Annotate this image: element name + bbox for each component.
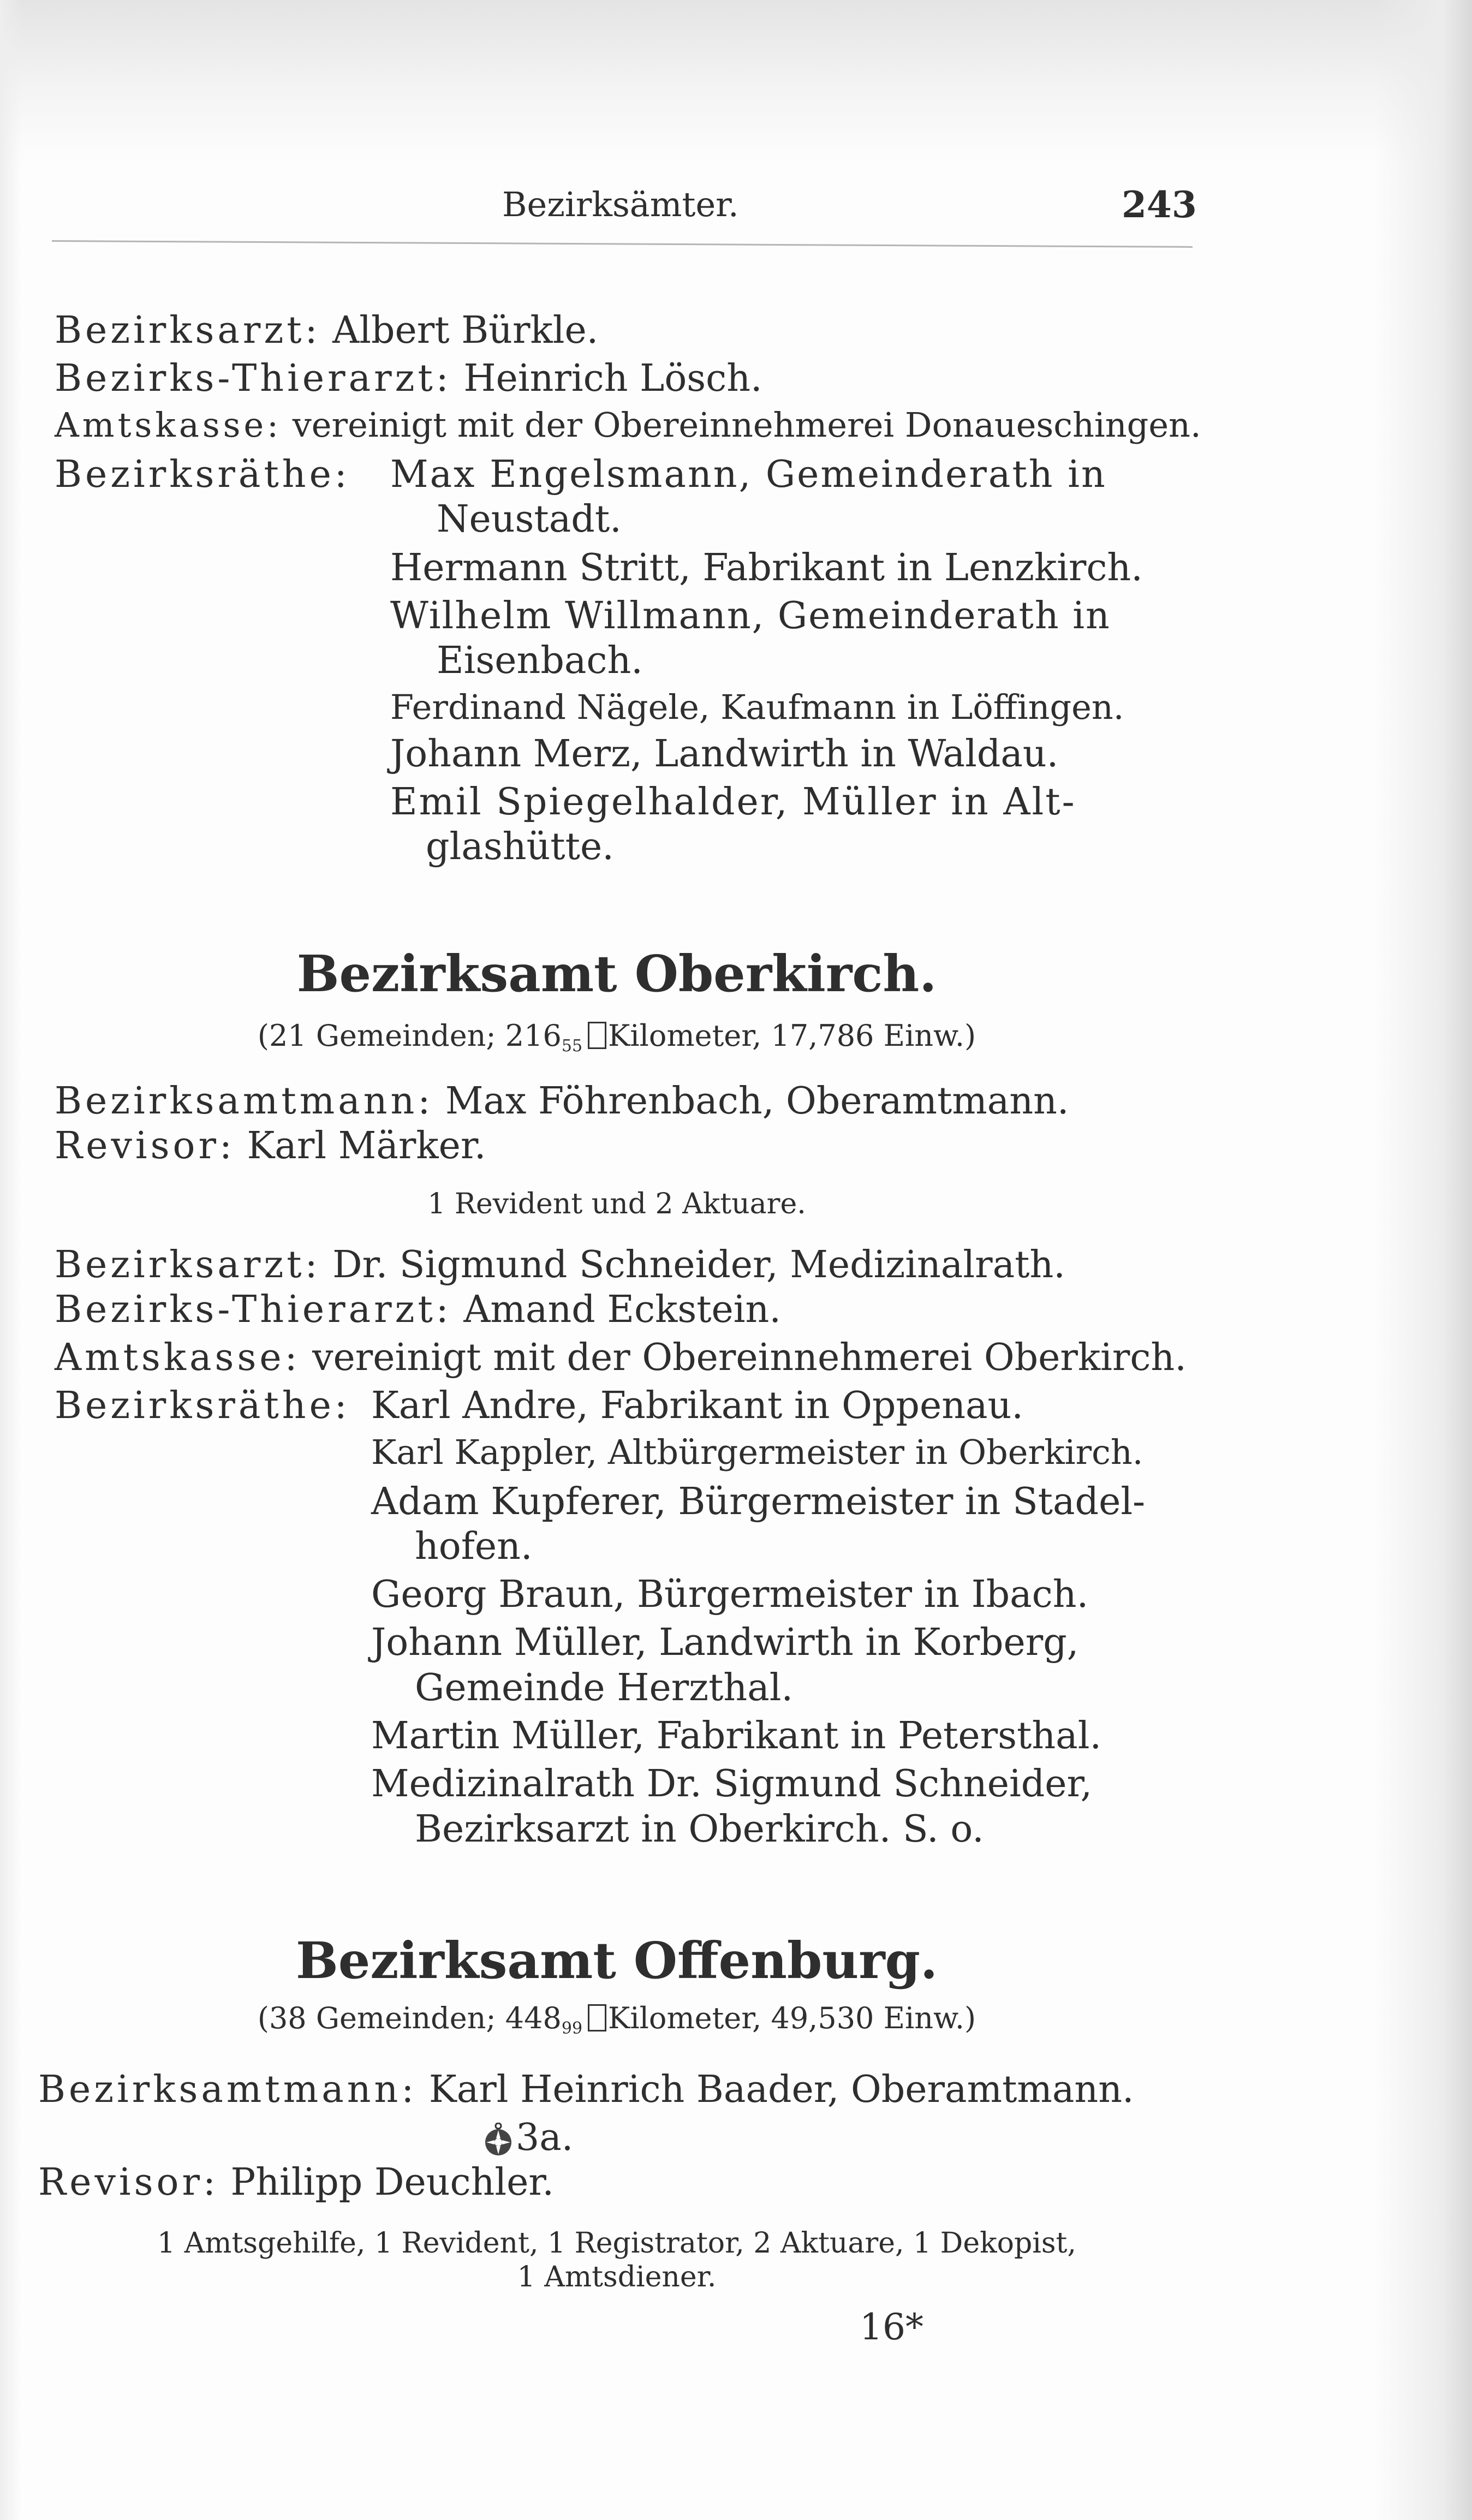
- entry-label: Bezirks-Thierarzt:: [55, 1288, 452, 1331]
- council-member-cont: glashütte.: [426, 825, 614, 868]
- entry-text: Amand Eckstein.: [463, 1288, 781, 1331]
- section-title-oberkirch: Bezirksamt Oberkirch.: [296, 944, 937, 1003]
- council-label: [55, 1384, 350, 1427]
- stats-decimal: 99: [561, 2019, 583, 2038]
- council-member-cont: Eisenbach.: [437, 639, 643, 682]
- staff-note: 1 Revident und 2 Aktuare.: [427, 1188, 806, 1220]
- entry-text: Albert Bürkle.: [332, 309, 599, 352]
- council-member: Martin Müller, Fabrikant in Petersthal.: [371, 1714, 1102, 1758]
- entry-label: Amtskasse:: [55, 405, 282, 445]
- stats-open: (21 Gemeinden; 216: [257, 1018, 562, 1053]
- official-revisor: [55, 1124, 486, 1167]
- stats-open: (38 Gemeinden; 448: [257, 2001, 562, 2035]
- council-member-cont: Gemeinde Herzthal.: [415, 1666, 794, 1709]
- entry-label: Amtskasse:: [55, 1336, 301, 1379]
- section-stats-offenburg: [0, 2001, 1233, 2038]
- council-member: Johann Müller, Landwirth in Korberg,: [371, 1621, 1079, 1664]
- stats-unit: Kilometer, 17,786 Einw.): [608, 1018, 976, 1053]
- staff-note-cont: 1 Amtsdiener.: [517, 2261, 717, 2293]
- entry-text: Dr. Sigmund Schneider, Medizinalrath.: [332, 1243, 1065, 1286]
- square-km-icon: [588, 2004, 606, 2032]
- entry-text: Heinrich Lösch.: [463, 357, 762, 400]
- council-member: Georg Braun, Bürgermeister in Ibach.: [371, 1573, 1089, 1616]
- official-text: Karl Heinrich Baader, Oberamtmann.: [428, 2068, 1134, 2111]
- section-stats-oberkirch: [0, 1018, 1233, 1056]
- entry-text: vereinigt mit der Obereinnehmerei Donaueschingen.: [292, 405, 1201, 445]
- council-member: Adam Kupferer, Bürgermeister in Stadel-: [371, 1480, 1146, 1523]
- council-member: Emil Spiegelhalder, Müller in Alt-: [390, 781, 1076, 824]
- council-member-cont: hofen.: [415, 1525, 533, 1568]
- page-number: 243: [1122, 183, 1197, 226]
- council-member: Medizinalrath Dr. Sigmund Schneider,: [371, 1762, 1093, 1806]
- official-text: Philipp Deuchler.: [230, 2161, 555, 2204]
- square-km-icon: [588, 1022, 606, 1049]
- council-label: [55, 453, 350, 496]
- council-member: Wilhelm Willmann, Gemeinderath in: [390, 594, 1111, 638]
- page-shading-top: [0, 0, 1472, 164]
- stats-unit: Kilometer, 49,530 Einw.): [608, 2001, 976, 2035]
- stats-decimal: 55: [561, 1036, 583, 1056]
- official-label: Bezirksamtmann:: [55, 1080, 434, 1123]
- page-shading-right: [1374, 0, 1472, 2520]
- entry-thierarzt: [55, 357, 762, 400]
- section-title-offenburg: Bezirksamt Offenburg.: [295, 1931, 938, 1990]
- council-member: Karl Kappler, Altbürgermeister in Oberkirch.: [371, 1432, 1143, 1472]
- council-member-cont: Bezirksarzt in Oberkirch. S. o.: [415, 1808, 984, 1851]
- entry-label: Bezirks-Thierarzt:: [55, 357, 452, 400]
- staff-note: 1 Amtsgehilfe, 1 Revident, 1 Registrator, 2 Aktuare, 1 Dekopist,: [157, 2227, 1076, 2260]
- entry-amtskasse: [55, 1336, 1187, 1379]
- official-bezirksamtmann: [38, 2068, 1134, 2111]
- order-cross-icon: [483, 2123, 514, 2158]
- council-member-cont: Neustadt.: [437, 498, 622, 541]
- official-bezirksamtmann: [55, 1080, 1069, 1123]
- council-label-text: Bezirksräthe:: [55, 453, 350, 496]
- official-label: Bezirksamtmann:: [38, 2068, 418, 2111]
- entry-bezirksarzt: [55, 309, 599, 352]
- entry-label: Bezirksarzt:: [55, 1243, 321, 1286]
- official-text: Max Föhrenbach, Oberamtmann.: [445, 1080, 1069, 1123]
- council-label-text: Bezirksräthe:: [55, 1384, 350, 1427]
- official-label: Revisor:: [38, 2161, 219, 2204]
- header-rule: [52, 240, 1193, 248]
- official-text: Karl Märker.: [247, 1124, 486, 1167]
- running-title: Bezirksämter.: [502, 184, 739, 224]
- entry-bezirksarzt: [55, 1243, 1065, 1286]
- council-member: Ferdinand Nägele, Kaufmann in Löffingen.: [390, 687, 1124, 727]
- official-label: Revisor:: [55, 1124, 235, 1167]
- order-text: 3a.: [516, 2116, 574, 2159]
- council-member: Johann Merz, Landwirth in Waldau.: [390, 732, 1059, 776]
- signature-mark: 16*: [860, 2306, 923, 2348]
- council-member: Hermann Stritt, Fabrikant in Lenzkirch.: [390, 546, 1143, 589]
- order-decoration: [483, 2116, 574, 2159]
- entry-thierarzt: [55, 1288, 781, 1331]
- entry-amtskasse: [55, 405, 1201, 445]
- council-member: Karl Andre, Fabrikant in Oppenau.: [371, 1384, 1023, 1427]
- council-member: Max Engelsmann, Gemeinderath in: [390, 453, 1107, 496]
- entry-text: vereinigt mit der Obereinnehmerei Oberkirch.: [312, 1336, 1187, 1379]
- page-shading-left: [0, 0, 22, 2520]
- entry-label: Bezirksarzt:: [55, 309, 321, 352]
- official-revisor: [38, 2161, 555, 2204]
